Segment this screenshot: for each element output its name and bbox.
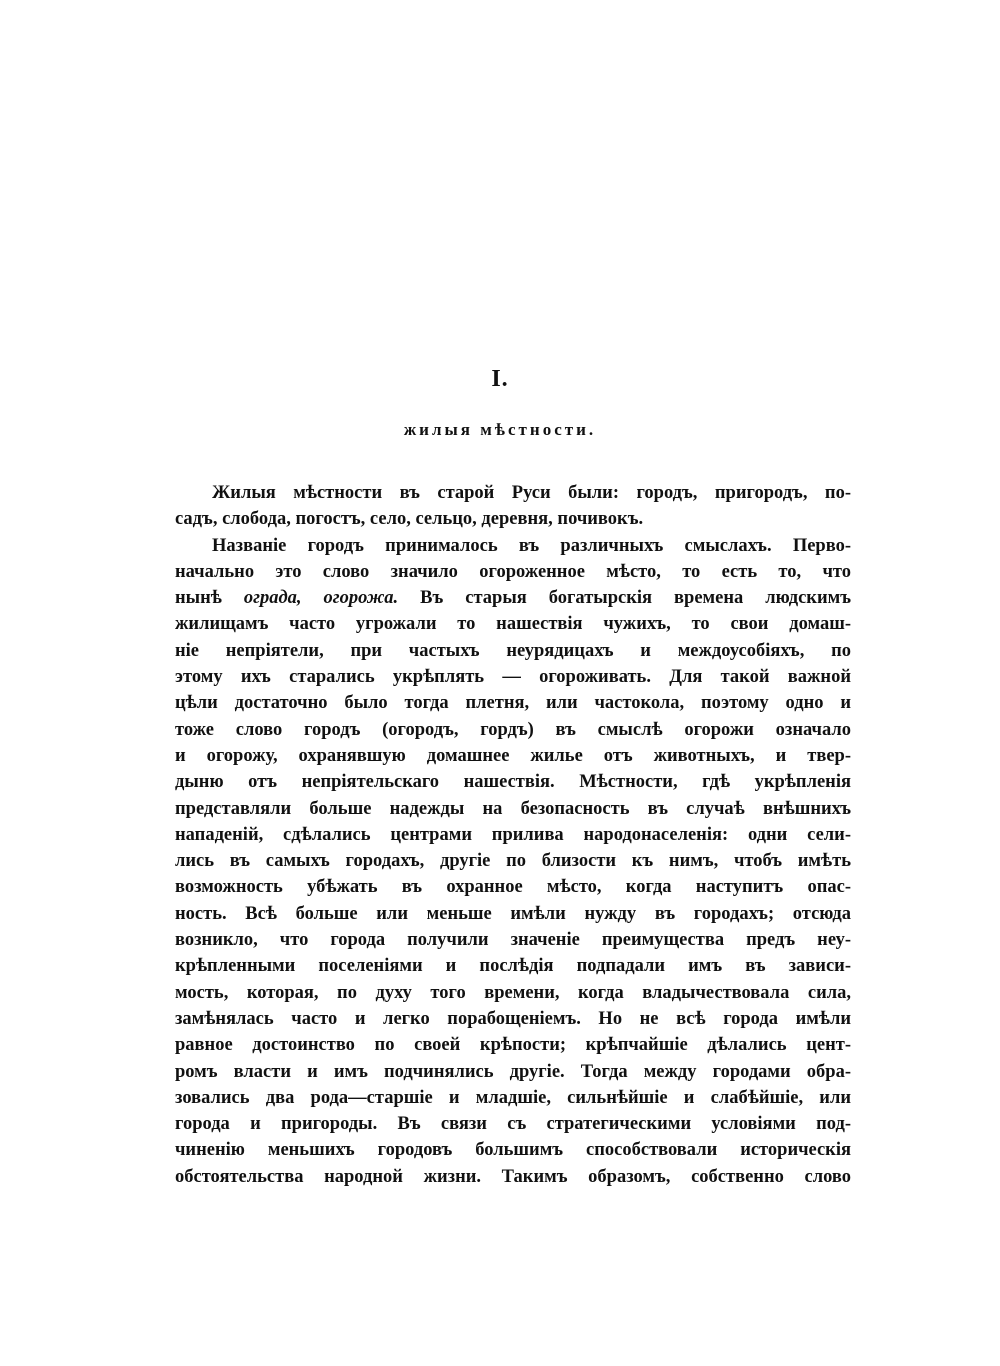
text-line: ніе непріятели, при частыхъ неурядицахъ и междоусобіяхъ, по: [175, 640, 851, 661]
text-line: тоже слово городъ (огородъ, гордъ) въ смыслѣ огорожи означало: [175, 719, 851, 740]
text-line: возникло, что города получили значеніе преимущества предъ неу-: [175, 930, 851, 951]
text-line: обстоятельства народной жизни. Такимъ образомъ, собственно слово: [175, 1166, 851, 1187]
text-line-with-italic: [175, 585, 851, 611]
text-line: зовались два рода—старшіе и младшіе, сильнѣйшіе и слабѣйшіе, или: [175, 1087, 851, 1108]
text-line: мость, которая, по духу того времени, когда владычествовала сила,: [175, 982, 851, 1003]
text-line: крѣпленными поселеніями и послѣдія подпадали имъ въ зависи-: [175, 956, 851, 977]
text-line: ность. Всѣ больше или меньше имѣли нужду въ городахъ; отсюда: [175, 903, 851, 924]
text-line: садъ, слобода, погостъ, село, сельцо, деревня, почивокъ.: [175, 509, 644, 530]
chapter-title: жилыя мѣстности.: [403, 420, 597, 439]
text-lines-group: [175, 611, 851, 1190]
body-text: [175, 480, 851, 1190]
text-line: замѣнялась часто и легко порабощеніемъ. Но не всѣ города имѣли: [175, 1008, 851, 1029]
text-line: равное достоинство по своей крѣпости; крѣпчайшіе дѣлались цент-: [175, 1035, 851, 1056]
chapter-number: I.: [491, 366, 509, 392]
text-line: лись въ самыхъ городахъ, другіе по близости къ нимъ, чтобъ имѣть: [175, 851, 851, 872]
italic-term: ограда, огорожа.: [243, 588, 399, 609]
text-line: жилищамъ часто угрожали то нашествія чужихъ, то свои домаш-: [175, 614, 851, 635]
paragraph-1: [175, 480, 851, 533]
text-line: представляли больше надежды на безопасность въ случаѣ внѣшнихъ: [175, 798, 851, 819]
text-line: чиненію меньшихъ городовъ большимъ способствовали историческія: [175, 1140, 851, 1161]
text-fragment: нынѣ: [175, 588, 244, 609]
text-line: этому ихъ старались укрѣплять — огороживать. Для такой важной: [175, 667, 851, 688]
paragraph-2: [175, 533, 851, 1190]
text-line: ромъ власти и имъ подчинялись другіе. Тогда между городами обра-: [175, 1061, 851, 1082]
text-line: Названіе городъ принималось въ различныхъ смыслахъ. Перво-: [212, 535, 851, 556]
text-line: дыню отъ непріятельскаго нашествія. Мѣстности, гдѣ укрѣпленія: [175, 772, 851, 793]
text-line: нападеній, сдѣлались центрами прилива народонаселенія: одни сели-: [175, 824, 851, 845]
text-line: и огорожу, охранявшую домашнее жилье отъ животныхъ, и твер-: [175, 745, 851, 766]
text-line: цѣли достаточно было тогда плетня, или частокола, поэтому одно и: [175, 693, 851, 714]
text-line: города и пригороды. Въ связи съ стратегическими условіями под-: [175, 1114, 851, 1135]
text-line: начально это слово значило огороженное мѣсто, то есть то, что: [175, 561, 851, 582]
text-line: Жилыя мѣстности въ старой Руси были: городъ, пригородъ, по-: [212, 483, 851, 503]
text-fragment: Въ старыя богатырскія времена людскимъ: [398, 588, 851, 609]
text-line: возможность убѣжать въ охранное мѣсто, когда наступитъ опас-: [175, 877, 851, 898]
